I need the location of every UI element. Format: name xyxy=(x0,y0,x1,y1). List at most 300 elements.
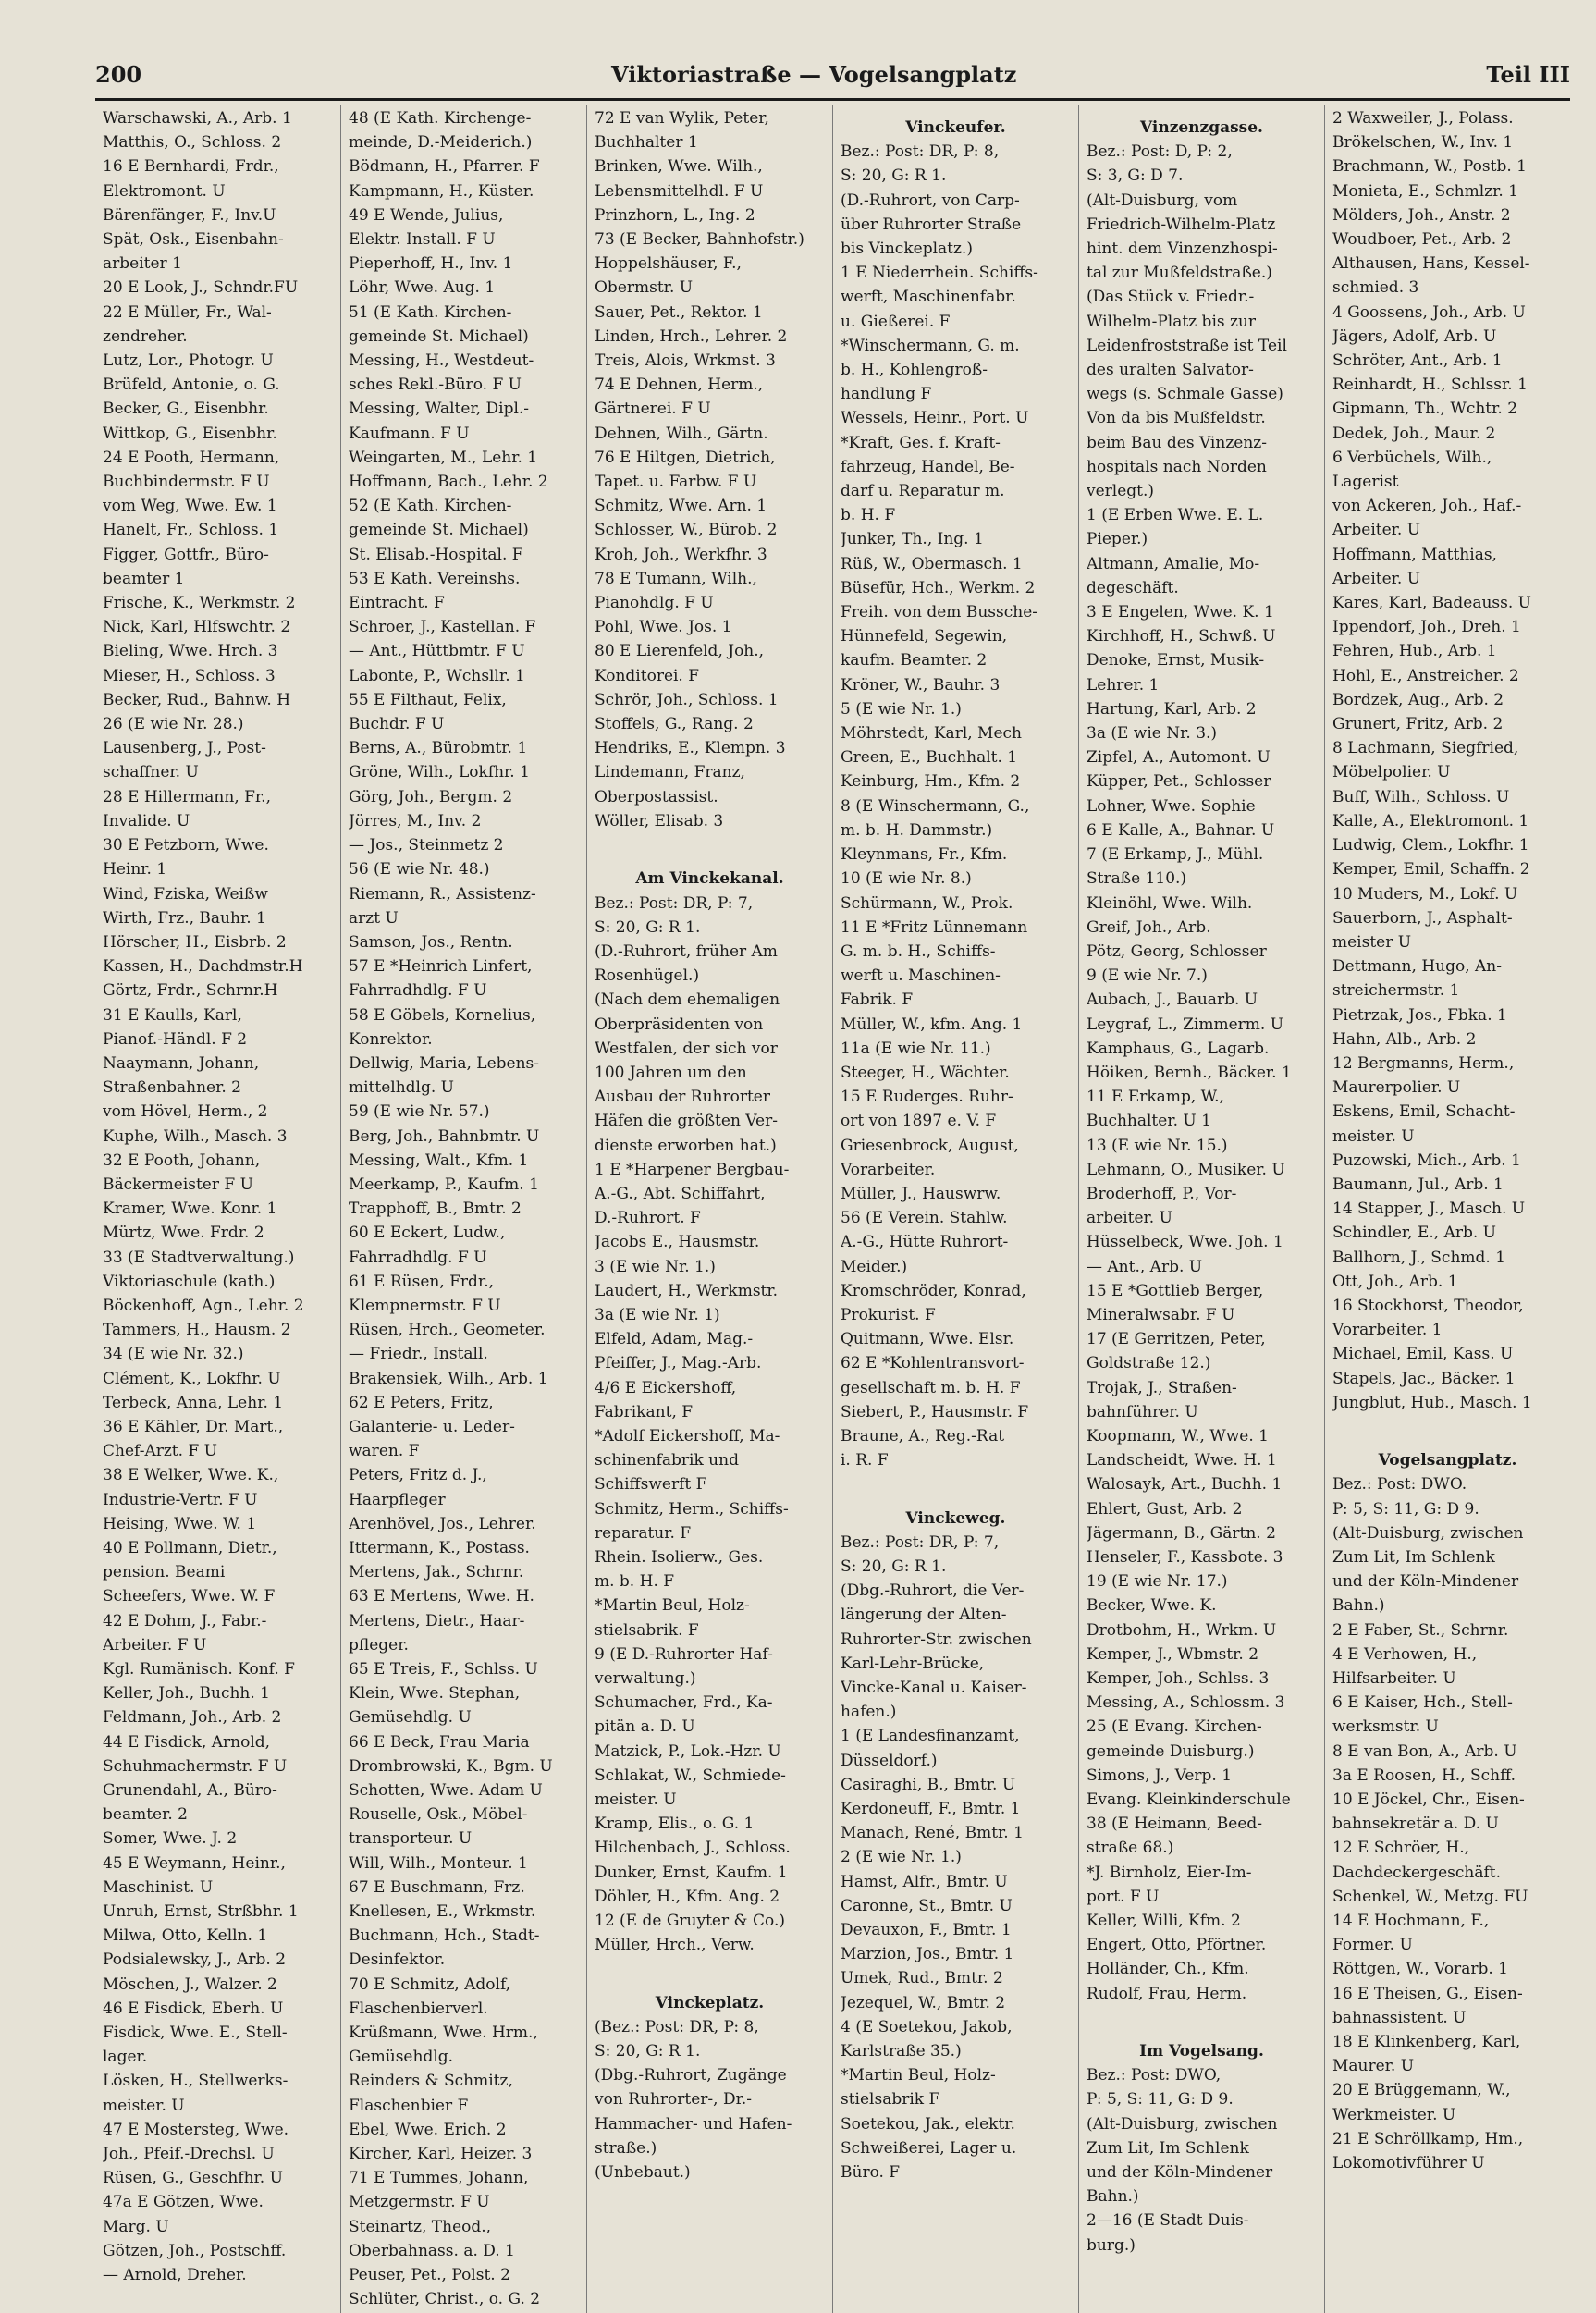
entry-line: Wind, Fziska, Weißw xyxy=(103,884,268,904)
entry-line: Spät, Osk., Eisenbahn- xyxy=(103,230,284,250)
entry-line: Caronne, St., Bmtr. U xyxy=(841,1896,1013,1915)
entry-line: 17 (E Gerritzen, Peter, xyxy=(1087,1330,1266,1349)
entry-line: (Unbebaut.) xyxy=(595,2163,691,2183)
entry-line: Arbeiter. F U xyxy=(103,1635,207,1655)
entry-line: Löhr, Wwe. Aug. 1 xyxy=(349,278,496,298)
entry-line: Chef-Arzt. F U xyxy=(103,1442,217,1461)
entry-line: Ippendorf, Joh., Dreh. 1 xyxy=(1332,618,1521,637)
entry-line: Fisdick, Wwe. E., Stell- xyxy=(103,2024,288,2043)
entry-line: Bez.: Post: DR, P: 8, xyxy=(841,142,1000,162)
entry-line: Casiraghi, B., Bmtr. U xyxy=(841,1775,1016,1794)
entry-line: schmied. 3 xyxy=(1332,278,1419,298)
entry-line: — Jos., Steinmetz 2 xyxy=(349,836,504,855)
entry-line: Buchhalter 1 xyxy=(595,133,698,153)
entry-line: Green, E., Buchhalt. 1 xyxy=(841,748,1018,768)
entry-line: 2 E Faber, St., Schrnr. xyxy=(1332,1620,1509,1640)
column-6 xyxy=(1325,105,1570,2313)
entry-line: bahnführer. U xyxy=(1087,1402,1198,1421)
entry-line: Rüsen, G., Geschfhr. U xyxy=(103,2169,283,2188)
entry-line: pfleger. xyxy=(349,1635,409,1655)
entry-line: Kassen, H., Dachdmstr.H xyxy=(103,957,303,977)
entry-line: S: 3, G: D 7. xyxy=(1087,166,1184,186)
entry-line: Dehnen, Wilh., Gärtn. xyxy=(595,424,768,443)
entry-line: Hanelt, Fr., Schloss. 1 xyxy=(103,521,279,540)
entry-line: Düsseldorf.) xyxy=(841,1751,938,1770)
entry-line: Fahrradhdlg. F U xyxy=(349,981,487,1001)
entry-line: Devauxon, F., Bmtr. 1 xyxy=(841,1921,1012,1940)
entry-line: Keller, Joh., Buchh. 1 xyxy=(103,1684,270,1704)
entry-line: Heinr. 1 xyxy=(103,860,167,880)
entry-line: Küpper, Pet., Schlosser xyxy=(1087,772,1271,792)
entry-line: A.-G., Hütte Ruhrort- xyxy=(841,1233,1009,1252)
entry-line: Lindemann, Franz, xyxy=(595,763,745,782)
entry-line: 71 E Tummes, Johann, xyxy=(349,2169,529,2188)
entry-line: Kaufmann. F U xyxy=(349,424,470,443)
entry-line: Häfen die größten Ver- xyxy=(595,1112,778,1131)
entry-line: 20 E Look, J., Schndr.FU xyxy=(103,278,299,298)
entry-line: Westfalen, der sich vor xyxy=(595,1039,778,1058)
entry-line: Mürtz, Wwe. Frdr. 2 xyxy=(103,1224,264,1243)
entry-line: 4 E Verhowen, H., xyxy=(1332,1644,1478,1664)
entry-line: gesellschaft m. b. H. F xyxy=(841,1378,1021,1397)
entry-line: Elfeld, Adam, Mag.- xyxy=(595,1330,754,1349)
entry-line: Brökelschen, W., Inv. 1 xyxy=(1332,133,1514,153)
entry-line: beim Bau des Vinzenz- xyxy=(1087,433,1267,452)
entry-line: Oberpostassist. xyxy=(595,787,718,806)
entry-line: Marg. U xyxy=(103,2217,169,2236)
entry-line: 14 E Hochmann, F., xyxy=(1332,1912,1490,1931)
entry-line: Mölders, Joh., Anstr. 2 xyxy=(1332,205,1511,225)
entry-line: 18 E Klinkenberg, Karl, xyxy=(1332,2033,1521,2052)
entry-line: Oberpräsidenten von xyxy=(595,1015,764,1034)
entry-line: Mineralwsabr. F U xyxy=(1087,1305,1235,1324)
entry-line: ort von 1897 e. V. F xyxy=(841,1112,997,1131)
entry-line: Hahn, Alb., Arb. 2 xyxy=(1332,1029,1477,1049)
entry-line: Jungblut, Hub., Masch. 1 xyxy=(1332,1393,1532,1412)
entry-line: 51 (E Kath. Kirchen- xyxy=(349,302,512,322)
entry-line: bahnassistent. U xyxy=(1332,2008,1467,2027)
entry-line: Tapet. u. Farbw. F U xyxy=(595,473,757,492)
entry-line: Sauer, Pet., Rektor. 1 xyxy=(595,302,763,322)
entry-line: pitän a. D. U xyxy=(595,1717,695,1737)
entry-line: 10 Muders, M., Lokf. U xyxy=(1332,884,1518,904)
column-5 xyxy=(1079,105,1325,2313)
entry-line: Labonte, P., Wchsllr. 1 xyxy=(349,666,525,685)
column-4 xyxy=(833,105,1079,2313)
entry-line: Kleynmans, Fr., Kfm. xyxy=(841,845,1008,865)
entry-line: handlung F xyxy=(841,385,932,404)
entry-line: Somer, Wwe. J. 2 xyxy=(103,1829,238,1849)
entry-line: u. Gießerei. F xyxy=(841,312,951,331)
entry-line: Reinhardt, H., Schlssr. 1 xyxy=(1332,375,1528,395)
entry-line: 38 E Welker, Wwe. K., xyxy=(103,1466,279,1485)
entry-line xyxy=(1332,1415,1563,1439)
entry-line: Becker, Wwe. K. xyxy=(1087,1596,1217,1616)
street-heading: Vinckeplatz. xyxy=(655,1993,765,2012)
entry-line: Möhrstedt, Karl, Mech xyxy=(841,724,1022,744)
entry-line: Buchbindermstr. F U xyxy=(103,473,270,492)
entry-line: Mieser, H., Schloss. 3 xyxy=(103,666,276,685)
entry-line: Flaschenbierverl. xyxy=(349,1999,488,2018)
entry-line: Hüsselbeck, Wwe. Joh. 1 xyxy=(1087,1233,1283,1252)
entry-line: Pohl, Wwe. Jos. 1 xyxy=(595,618,732,637)
entry-line: 21 E Schröllkamp, Hm., xyxy=(1332,2129,1524,2148)
entry-line: fahrzeug, Handel, Be- xyxy=(841,457,1015,476)
entry-line: Straßenbahner. 2 xyxy=(103,1078,241,1098)
entry-line: längerung der Alten- xyxy=(841,1606,1007,1625)
entry-line: Dedek, Joh., Maur. 2 xyxy=(1332,424,1496,443)
entry-line: Ehlert, Gust, Arb. 2 xyxy=(1087,1499,1243,1519)
entry-line: 8 E van Bon, A., Arb. U xyxy=(1332,1741,1517,1761)
entry-line: Zipfel, A., Automont. U xyxy=(1087,748,1271,768)
entry-line: straße 68.) xyxy=(1087,1839,1174,1858)
entry-line: Baumann, Jul., Arb. 1 xyxy=(1332,1175,1504,1194)
entry-line: 11a (E wie Nr. 11.) xyxy=(841,1039,991,1058)
entry-line: Schumacher, Frd., Ka- xyxy=(595,1693,773,1713)
entry-line: Gärtnerei. F U xyxy=(595,400,711,419)
entry-line: 19 (E wie Nr. 17.) xyxy=(1087,1572,1228,1592)
entry-line: Matzick, P., Lok.-Hzr. U xyxy=(595,1741,781,1761)
entry-line: (Alt-Duisburg, zwischen xyxy=(1087,2114,1278,2134)
entry-line: 45 E Weymann, Heinr., xyxy=(103,1853,286,1873)
entry-line: Arenhövel, Jos., Lehrer. xyxy=(349,1514,536,1533)
entry-line: Rosenhügel.) xyxy=(595,966,700,986)
entry-line: Wirth, Frz., Bauhr. 1 xyxy=(103,908,266,928)
entry-line: m. b. H. Dammstr.) xyxy=(841,820,993,840)
entry-line: Woudboer, Pet., Arb. 2 xyxy=(1332,230,1512,250)
entry-line: 1 E Niederrhein. Schiffs- xyxy=(841,264,1038,283)
entry-line: 2 (E wie Nr. 1.) xyxy=(841,1848,962,1867)
entry-line: Schmitz, Herm., Schiffs- xyxy=(595,1499,789,1519)
entry-line: Möschen, J., Walzer. 2 xyxy=(103,1975,277,1994)
entry-line: 100 Jahren um den xyxy=(595,1063,747,1082)
street-heading: Vinckeufer. xyxy=(905,118,1006,137)
entry-line: 80 E Lierenfeld, Joh., xyxy=(595,642,765,661)
columns xyxy=(95,105,1570,2313)
entry-line: Wessels, Heinr., Port. U xyxy=(841,409,1029,428)
entry-line: Lehmann, O., Musiker. U xyxy=(1087,1160,1285,1179)
entry-line: Wöller, Elisab. 3 xyxy=(595,811,724,830)
entry-line: Grunert, Fritz, Arb. 2 xyxy=(1332,715,1504,734)
entry-line: Jörres, M., Inv. 2 xyxy=(349,811,482,830)
entry-line: 26 (E wie Nr. 28.) xyxy=(103,715,244,734)
entry-line: Figger, Gottfr., Büro- xyxy=(103,545,269,564)
entry-line: hint. dem Vinzenzhospi- xyxy=(1087,240,1278,259)
entry-line: 3a (E wie Nr. 1) xyxy=(595,1305,720,1324)
entry-line: Joh., Pfeif.-Drechsl. U xyxy=(103,2145,275,2164)
entry-line: Bieling, Wwe. Hrch. 3 xyxy=(103,642,278,661)
entry-line: Vincke-Kanal u. Kaiser- xyxy=(841,1679,1027,1697)
entry-line: — Friedr., Install. xyxy=(349,1345,488,1364)
entry-line: P: 5, S: 11, G: D 9. xyxy=(1332,1499,1479,1519)
entry-line: Von da bis Mußfeldstr. xyxy=(1087,409,1266,428)
entry-line: schaffner. U xyxy=(103,763,199,782)
entry-line: Kröner, W., Bauhr. 3 xyxy=(841,675,1001,695)
entry-line: Höiken, Bernh., Bäcker. 1 xyxy=(1087,1063,1292,1082)
entry-line: Brachmann, W., Postb. 1 xyxy=(1332,157,1527,177)
entry-line: Hartung, Karl, Arb. 2 xyxy=(1087,699,1257,719)
entry-line: streichermstr. 1 xyxy=(1332,981,1460,1001)
entry-line: Braune, A., Reg.-Rat xyxy=(841,1426,1005,1446)
entry-line: Straße 110.) xyxy=(1087,869,1187,889)
entry-line: Buff, Wilh., Schloss. U xyxy=(1332,787,1510,806)
entry-line: *Martin Beul, Holz- xyxy=(841,2066,996,2085)
entry-line: Hamst, Alfr., Bmtr. U xyxy=(841,1872,1008,1891)
entry-line: 16 E Theisen, G., Eisen- xyxy=(1332,1984,1523,2003)
entry-line: kaufm. Beamter. 2 xyxy=(841,651,988,671)
entry-line: stielsabrik. F xyxy=(595,1620,699,1640)
entry-line: Landscheidt, Wwe. H. 1 xyxy=(1087,1451,1277,1470)
entry-line: 62 E *Kohlentransvort- xyxy=(841,1354,1025,1373)
entry-line: des uralten Salvator- xyxy=(1087,361,1254,380)
entry-line: Steinartz, Theod., xyxy=(349,2217,492,2236)
entry-line: Görg, Joh., Bergm. 2 xyxy=(349,787,513,806)
entry-line: Dunker, Ernst, Kaufm. 1 xyxy=(595,1863,788,1882)
entry-line: 31 E Kaulls, Karl, xyxy=(103,1005,242,1025)
entry-line: Krüßmann, Wwe. Hrm., xyxy=(349,2024,538,2043)
entry-line: Berns, A., Bürobmtr. 1 xyxy=(349,739,528,758)
entry-line: Götzen, Joh., Postschff. xyxy=(103,2241,287,2260)
entry-line: reparatur. F xyxy=(595,1523,692,1543)
entry-line: Lokomotivführer U xyxy=(1332,2154,1485,2173)
entry-line: Treis, Alois, Wrkmst. 3 xyxy=(595,351,776,371)
entry-line: (Dbg.-Ruhrort, Zugänge xyxy=(595,2066,787,2085)
entry-line: gemeinde St. Michael) xyxy=(349,326,529,346)
entry-line: Lehrer. 1 xyxy=(1087,675,1160,695)
entry-line: Kroh, Joh., Werkfhr. 3 xyxy=(595,545,767,564)
entry-line: Bärenfänger, F., Inv.U xyxy=(103,205,276,225)
entry-line: *Martin Beul, Holz- xyxy=(595,1596,750,1616)
entry-line: Pianohdlg. F U xyxy=(595,594,714,613)
entry-line: degeschäft. xyxy=(1087,578,1179,597)
entry-line: Fehren, Hub., Arb. 1 xyxy=(1332,642,1497,661)
entry-line: 8 Lachmann, Siegfried, xyxy=(1332,739,1519,758)
entry-line: Messing, A., Schlossm. 3 xyxy=(1087,1693,1285,1713)
entry-line: Ott, Joh., Arb. 1 xyxy=(1332,1272,1458,1291)
entry-line: Pietrzak, Jos., Fbka. 1 xyxy=(1332,1005,1507,1025)
entry-line: über Ruhrorter Straße xyxy=(841,215,1022,234)
entry-line: Karlstraße 35.) xyxy=(841,2042,962,2061)
entry-line xyxy=(1087,2006,1317,2030)
entry-line: Bez.: Post: DWO, xyxy=(1087,2066,1222,2085)
entry-line: Feldmann, Joh., Arb. 2 xyxy=(103,1708,282,1728)
entry-line: 14 Stapper, J., Masch. U xyxy=(1332,1200,1526,1219)
entry-line: werft u. Maschinen- xyxy=(841,966,1001,986)
entry-line: S: 20, G: R 1. xyxy=(841,166,947,186)
entry-line: Meider.) xyxy=(841,1257,908,1276)
entry-line: 5 (E wie Nr. 1.) xyxy=(841,699,962,719)
entry-line: 9 (E D.-Ruhrorter Haf- xyxy=(595,1644,773,1664)
entry-line: Stoffels, G., Rang. 2 xyxy=(595,715,754,734)
entry-line: S: 20, G: R 1. xyxy=(841,1556,947,1576)
entry-line: Drotbohm, H., Wrkm. U xyxy=(1087,1620,1277,1640)
entry-line: Prokurist. F xyxy=(841,1305,936,1324)
entry-line: 44 E Fisdick, Arnold, xyxy=(103,1732,271,1752)
entry-line: Rouselle, Osk., Möbel- xyxy=(349,1805,528,1825)
entry-line: Schmitz, Wwe. Arn. 1 xyxy=(595,497,767,516)
entry-line: 3 (E wie Nr. 1.) xyxy=(595,1257,716,1276)
entry-line: — Ant., Hüttbmtr. F U xyxy=(349,642,525,661)
entry-line: 16 Stockhorst, Theodor, xyxy=(1332,1296,1524,1315)
entry-line: Schuhmachermstr. F U xyxy=(103,1756,288,1776)
entry-line: Holländer, Ch., Kfm. xyxy=(1087,1960,1249,1979)
entry-line: Schotten, Wwe. Adam U xyxy=(349,1781,543,1801)
entry-line: gemeinde Duisburg.) xyxy=(1087,1741,1255,1761)
entry-line: Bez.: Post: DWO. xyxy=(1332,1475,1467,1495)
entry-line: Lebensmittelhdl. F U xyxy=(595,181,764,201)
entry-line: P: 5, S: 11, G: D 9. xyxy=(1087,2090,1234,2110)
entry-line: Ludwig, Clem., Lokfhr. 1 xyxy=(1332,836,1529,855)
entry-line: Gröne, Wilh., Lokfhr. 1 xyxy=(349,763,530,782)
entry-line: 13 (E wie Nr. 15.) xyxy=(1087,1136,1228,1155)
entry-line: Trapphoff, B., Bmtr. 2 xyxy=(349,1200,522,1219)
entry-line: und der Köln-Mindener xyxy=(1332,1572,1519,1592)
entry-line: Lagerist xyxy=(1332,473,1399,492)
entry-line: werft, Maschinenfabr. xyxy=(841,288,1016,307)
entry-line: 4/6 E Eickershoff, xyxy=(595,1378,737,1397)
entry-line: Berg, Joh., Bahnbmtr. U xyxy=(349,1126,540,1146)
entry-line: Karl-Lehr-Brücke, xyxy=(841,1654,985,1673)
entry-line: 34 (E wie Nr. 32.) xyxy=(103,1345,244,1364)
entry-line: Samson, Jos., Rentn. xyxy=(349,932,513,952)
entry-line: waren. F xyxy=(349,1442,420,1461)
entry-line: (D.-Ruhrort, von Carp- xyxy=(841,191,1020,210)
entry-line: Konrektor. xyxy=(349,1029,433,1049)
entry-line: 20 E Brüggemann, W., xyxy=(1332,2081,1511,2100)
entry-line: Leygraf, L., Zimmerm. U xyxy=(1087,1015,1284,1034)
entry-line: 2 Waxweiler, J., Polass. xyxy=(1332,109,1514,128)
entry-line: Haarpfleger xyxy=(349,1490,446,1509)
entry-line: 59 (E wie Nr. 57.) xyxy=(349,1102,490,1122)
entry-line: Goldstraße 12.) xyxy=(1087,1354,1211,1373)
entry-line: Maurerpolier. U xyxy=(1332,1078,1461,1098)
entry-line: Linden, Hrch., Lehrer. 2 xyxy=(595,326,788,346)
entry-line: Hohl, E., Anstreicher. 2 xyxy=(1332,666,1519,685)
entry-line: meinde, D.-Meiderich.) xyxy=(349,133,533,153)
entry-line: Podsialewsky, J., Arb. 2 xyxy=(103,1950,287,1970)
entry-line: Kalle, A., Elektromont. 1 xyxy=(1332,811,1529,830)
entry-line: Hilfsarbeiter. U xyxy=(1332,1669,1456,1688)
entry-line: 6 E Kaiser, Hch., Stell- xyxy=(1332,1693,1513,1713)
entry-line: Manach, René, Bmtr. 1 xyxy=(841,1824,1024,1843)
entry-line: Buchdr. F U xyxy=(349,715,445,734)
entry-line: Kuphe, Wilh., Masch. 3 xyxy=(103,1126,288,1146)
entry-line: Bahn.) xyxy=(1332,1596,1385,1616)
entry-line: mittelhdlg. U xyxy=(349,1078,455,1098)
entry-line: Obermstr. U xyxy=(595,278,694,298)
entry-line: Ruhrorter-Str. zwischen xyxy=(841,1630,1032,1649)
entry-line: straße.) xyxy=(595,2138,657,2158)
entry-line: 1 (E Landesfinanzamt, xyxy=(841,1727,1020,1746)
entry-line: Fabrik. F xyxy=(841,990,914,1010)
entry-line: 49 E Wende, Julius, xyxy=(349,205,504,225)
entry-line: Kamphaus, G., Lagarb. xyxy=(1087,1039,1270,1058)
entry-line: Müller, W., kfm. Ang. 1 xyxy=(841,1015,1023,1034)
entry-line: Schiffswerft F xyxy=(595,1475,707,1495)
entry-line: Becker, G., Eisenbhr. xyxy=(103,400,269,419)
entry-line: Mertens, Jak., Schrnr. xyxy=(349,1563,524,1582)
entry-line: wegs (s. Schmale Gasse) xyxy=(1087,385,1283,404)
entry-line: Kampmann, H., Küster. xyxy=(349,181,534,201)
entry-line: St. Elisab.-Hospital. F xyxy=(349,545,523,564)
entry-line: 12 Bergmanns, Herm., xyxy=(1332,1053,1515,1073)
entry-line: Kemper, J., Wbmstr. 2 xyxy=(1087,1644,1259,1664)
entry-line: Schroer, J., Kastellan. F xyxy=(349,618,536,637)
entry-line: Flaschenbier F xyxy=(349,2096,469,2115)
entry-line: schinenfabrik und xyxy=(595,1451,739,1470)
entry-line: Lausenberg, J., Post- xyxy=(103,739,266,758)
entry-line: 12 (E de Gruyter & Co.) xyxy=(595,1912,786,1931)
entry-line: b. H. F xyxy=(841,506,896,525)
entry-line: 61 E Rüsen, Frdr., xyxy=(349,1272,495,1291)
entry-line: Ittermann, K., Postass. xyxy=(349,1538,530,1557)
entry-line: *Kraft, Ges. f. Kraft- xyxy=(841,433,1001,452)
entry-line: Knellesen, E., Wrkmstr. xyxy=(349,1902,536,1922)
entry-line: Denoke, Ernst, Musik- xyxy=(1087,651,1265,671)
street-heading: Im Vogelsang. xyxy=(1139,2042,1264,2061)
entry-line: 65 E Treis, F., Schlss. U xyxy=(349,1660,538,1679)
entry-line: Former. U xyxy=(1332,1936,1413,1955)
street-heading: Vinzenzgasse. xyxy=(1140,118,1263,137)
entry-line: 78 E Tumann, Wilh., xyxy=(595,569,757,588)
entry-line: 36 E Kähler, Dr. Mart., xyxy=(103,1417,284,1436)
entry-line: Pieper.) xyxy=(1087,530,1148,549)
entry-line: Dachdeckergeschäft. xyxy=(1332,1863,1501,1882)
entry-line: burg.) xyxy=(1087,2235,1136,2255)
entry-line: beamter. 2 xyxy=(103,1805,188,1825)
entry-line: Elektr. Install. F U xyxy=(349,230,496,250)
entry-line: 52 (E Kath. Kirchen- xyxy=(349,497,512,516)
entry-line: 1 E *Harpener Bergbau- xyxy=(595,1160,790,1179)
column-3 xyxy=(587,105,833,2313)
entry-line: meister U xyxy=(1332,932,1412,952)
entry-line: S: 20, G: R 1. xyxy=(595,2042,701,2061)
entry-line: Steeger, H., Wächter. xyxy=(841,1063,1010,1082)
entry-line: Will, Wilh., Monteur. 1 xyxy=(349,1853,528,1873)
entry-line: bis Vinckeplatz.) xyxy=(841,240,973,259)
entry-line: lager. xyxy=(103,2048,148,2067)
entry-line: Schrör, Joh., Schloss. 1 xyxy=(595,690,779,709)
entry-line: Naaymann, Johann, xyxy=(103,1053,260,1073)
entry-line: Galanterie- u. Leder- xyxy=(349,1417,515,1436)
entry-line: 28 E Hillermann, Fr., xyxy=(103,787,271,806)
street-heading: Vogelsangplatz. xyxy=(1378,1451,1517,1470)
entry-line: 6 E Kalle, A., Bahnar. U xyxy=(1087,820,1275,840)
entry-line: Peters, Fritz d. J., xyxy=(349,1466,487,1485)
entry-line: 30 E Petzborn, Wwe. xyxy=(103,836,269,855)
entry-line: 55 E Filthaut, Felix, xyxy=(349,690,507,709)
entry-line: Simons, J., Verp. 1 xyxy=(1087,1766,1233,1785)
entry-line: verlegt.) xyxy=(1087,482,1155,501)
entry-line: port. F U xyxy=(1087,1887,1160,1906)
entry-line: Warschawski, A., Arb. 1 xyxy=(103,109,292,128)
entry-line: Soetekou, Jak., elektr. xyxy=(841,2114,1015,2134)
entry-line: Hoffmann, Matthias, xyxy=(1332,545,1497,564)
entry-line: 72 E van Wylik, Peter, xyxy=(595,109,769,128)
entry-line xyxy=(595,833,825,857)
entry-line: Schlüter, Christ., o. G. 2 xyxy=(349,2290,541,2309)
entry-line: Grunendahl, A., Büro- xyxy=(103,1781,277,1801)
entry-line: Quitmann, Wwe. Elsr. xyxy=(841,1330,1014,1349)
entry-line: 3a E Roosen, H., Schff. xyxy=(1332,1766,1516,1785)
entry-line: arbeiter. U xyxy=(1087,1209,1172,1228)
entry-line: 47 E Mostersteg, Wwe. xyxy=(103,2120,289,2139)
entry-line: S: 20, G: R 1. xyxy=(595,917,701,937)
entry-line: Rhein. Isolierw., Ges. xyxy=(595,1547,764,1567)
entry-line: Umek, Rud., Bmtr. 2 xyxy=(841,1969,1003,1988)
entry-line: Konditorei. F xyxy=(595,666,700,685)
entry-line: dienste erworben hat.) xyxy=(595,1136,777,1155)
